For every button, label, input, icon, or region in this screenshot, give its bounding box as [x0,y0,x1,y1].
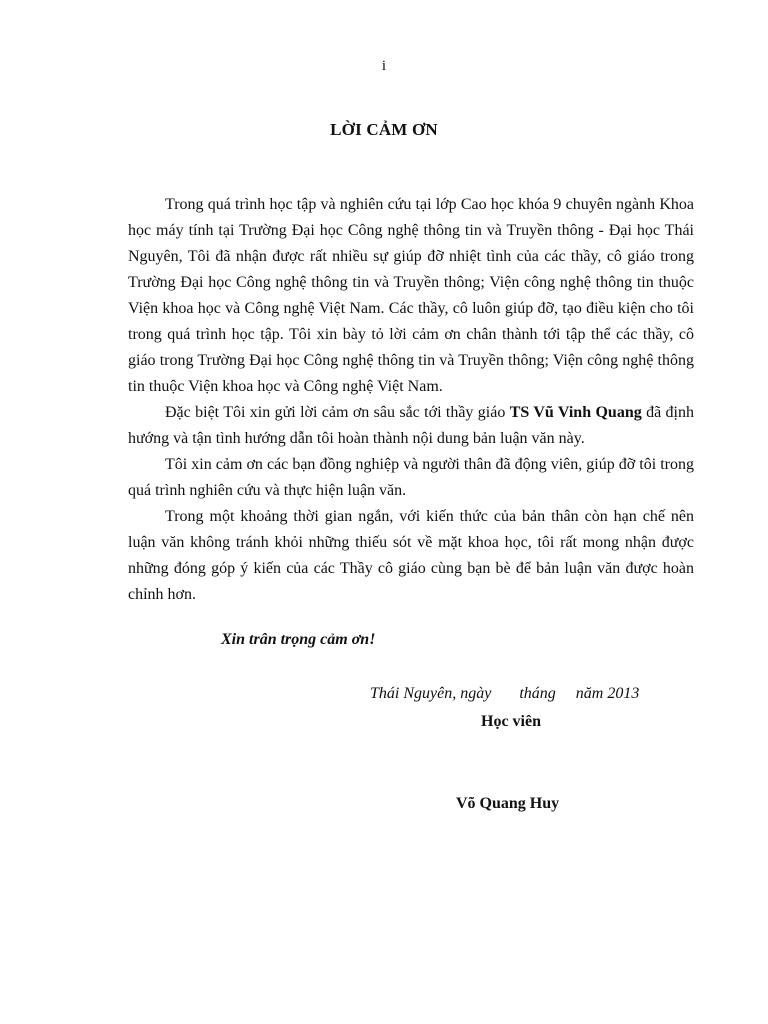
paragraph-1: Trong quá trình học tập và nghiên cứu tại lớp Cao học khóa 9 chuyên ngành Khoa học máy tính tại Trường Đại học Công nghệ thông tin và Truyền thông - Đại học Thái Nguyên, Tôi đã nhận được rất nhiều sự giúp đỡ nhiệt tình của các thầy, cô giáo trong Trường Đại học Công nghệ thông tin và Truyền thông; Viện công nghệ thông tin thuộc Viện khoa học và Công nghệ Việt Nam. Các thầy, cô luôn giúp đỡ, tạo điều kiện cho tôi trong quá trình học tập. Tôi xin bày tỏ lời cảm ơn chân thành tới tập thể các thầy, cô giáo trong Trường Đại học Công nghệ thông tin và Truyền thông; Viện công nghệ thông tin thuộc Viện khoa học và Công nghệ Việt Nam. [128,196,694,395]
page-title: LỜI CẢM ƠN [330,120,438,139]
closing-line: Xin trân trọng cảm ơn! [221,631,376,648]
paragraph-2-text-after: đã định hướng và tận tình hướng dẫn tôi hoàn thành nội dung bản luận văn này. [128,404,695,447]
paragraph-2 [128,400,694,452]
acknowledgement-body [128,192,694,608]
advisor-name: TS Vũ Vinh Quang [509,404,642,421]
paragraph-3: Tôi xin cảm ơn các bạn đồng nghiệp và người thân đã động viên, giúp đỡ tôi trong quá trình nghiên cứu và thực hiện luận văn. [128,456,694,499]
place-date-line: Thái Nguyên, ngày tháng năm 2013 [370,685,640,702]
paragraph-4: Trong một khoảng thời gian ngắn, với kiến thức của bản thân còn hạn chế nên luận văn không tránh khỏi những thiếu sót về mặt khoa học, tôi rất mong nhận được những đóng góp ý kiến của các Thầy cô giáo cùng bạn bè để bản luận văn được hoàn chỉnh hơn. [128,508,694,603]
paragraph-2-text-before: Đặc biệt Tôi xin gửi lời cảm ơn sâu sắc tới thầy giáo [165,404,510,421]
signer-name: Võ Quang Huy [456,795,560,812]
page-number: i [381,58,387,74]
signer-role: Học viên [481,713,541,730]
